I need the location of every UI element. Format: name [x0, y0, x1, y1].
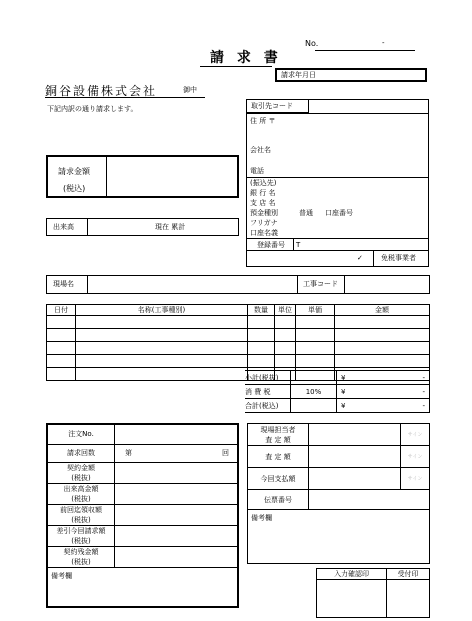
- progress-label: 出来高: [53, 223, 74, 231]
- received-label: 受付印: [387, 569, 430, 580]
- table-row[interactable]: [47, 355, 430, 368]
- table-row[interactable]: [47, 329, 430, 342]
- check-mark-icon: ✓: [357, 254, 363, 262]
- header-unit: 単位: [275, 305, 296, 316]
- site-name-label: 現場名: [53, 280, 74, 288]
- voucher-value[interactable]: [309, 490, 430, 510]
- bank-label: 銀 行 名: [250, 189, 276, 197]
- manager-label-2: 査 定 額: [265, 435, 291, 444]
- order-no-label: 注文No.: [47, 424, 115, 444]
- contract-amount-label: [47, 462, 115, 483]
- issuer-box[interactable]: [246, 99, 429, 267]
- date-label: 請求年月日: [281, 71, 316, 79]
- billing-times-label: 請求回数: [47, 444, 115, 462]
- progress-amount-value[interactable]: [115, 483, 239, 504]
- amount-divider: [106, 157, 107, 196]
- amount-label: 請求金額: [58, 167, 90, 176]
- billing-amount-box[interactable]: [46, 155, 239, 198]
- subtotal-label: 小計(税抜): [245, 371, 291, 385]
- totals-table: [245, 370, 430, 413]
- site-row[interactable]: [46, 275, 430, 294]
- previous-received-value[interactable]: [115, 504, 239, 525]
- yen-sign: ¥: [341, 401, 346, 410]
- tax-label: 消 費 税: [245, 385, 291, 399]
- code-label: 取引先コード: [251, 102, 293, 110]
- remaining-amount-label: [47, 546, 115, 567]
- total-dash: -: [422, 401, 425, 410]
- subtotal-dash: -: [422, 373, 425, 382]
- prog-label-1: 出来高金額: [63, 484, 99, 493]
- payment-value[interactable]: [309, 468, 401, 490]
- contract-amount-value[interactable]: [115, 462, 239, 483]
- manager-label: [248, 424, 309, 446]
- contract-label-2: (税抜): [71, 473, 91, 482]
- assessed-value[interactable]: [309, 446, 401, 468]
- order-remarks[interactable]: [47, 567, 238, 607]
- registration-divider: [293, 238, 294, 250]
- yen-sign: ¥: [341, 387, 346, 396]
- rem-label-2: (税抜): [71, 557, 91, 566]
- items-header-row: [47, 305, 430, 316]
- amount-tax-label: (税込): [63, 184, 86, 193]
- number-label: No.: [305, 39, 319, 48]
- prev-label-2: (税抜): [71, 515, 91, 524]
- stamp-table: [316, 568, 430, 618]
- header-name: 名称(工事種別): [76, 305, 248, 316]
- table-row[interactable]: [47, 316, 430, 329]
- progress-divider: [87, 219, 88, 235]
- previous-received-label: [47, 504, 115, 525]
- input-check-stamp[interactable]: [317, 580, 387, 618]
- payment-label: 今回支払額: [248, 468, 309, 490]
- header-date: 日付: [47, 305, 76, 316]
- account-number-label: 口座番号: [325, 209, 353, 217]
- voucher-label: 伝票番号: [248, 490, 309, 510]
- current-billing-label: [47, 525, 115, 546]
- customer-name: 銅谷設備株式会社: [45, 84, 158, 98]
- holder-label: 口座名義: [250, 229, 278, 237]
- manager-value[interactable]: [309, 424, 401, 446]
- assessment-remarks-label: 備考欄: [251, 514, 272, 522]
- kai-label: 回: [222, 449, 229, 457]
- site-divider-3: [344, 276, 345, 293]
- header-price: 単価: [296, 305, 335, 316]
- site-divider-2: [297, 276, 298, 293]
- registration-line: [247, 250, 428, 251]
- company-label: 会社名: [250, 146, 271, 154]
- assessment-table: [247, 423, 430, 564]
- manager-label-1: 現場担当者: [260, 425, 296, 434]
- total-label: 合計(税込): [245, 399, 291, 413]
- kana-label: フリガナ: [250, 219, 278, 227]
- phone-line: [247, 177, 428, 178]
- holder-line: [247, 238, 428, 239]
- progress-value: 現在 累計: [155, 223, 186, 231]
- tax-dash: -: [422, 387, 425, 396]
- assessment-remarks[interactable]: [248, 510, 430, 564]
- contract-label-1: 契約金額: [67, 463, 95, 472]
- remaining-amount-value[interactable]: [115, 546, 239, 567]
- yen-sign: ¥: [341, 373, 346, 382]
- assessed-label: 査 定 額: [248, 446, 309, 468]
- phone-label: 電話: [250, 167, 264, 175]
- total-value[interactable]: [337, 399, 430, 413]
- code-row-line: [247, 113, 428, 114]
- assessed-stamp[interactable]: サイン: [401, 446, 430, 468]
- customer-underline: [45, 97, 205, 98]
- intro-text: 下記内訳の通り請求します。: [47, 105, 138, 113]
- table-row[interactable]: [47, 342, 430, 355]
- billing-times-value[interactable]: [115, 444, 239, 462]
- address-label: 住 所 〒: [250, 117, 276, 125]
- dai-label: 第: [125, 449, 132, 457]
- progress-amount-label: [47, 483, 115, 504]
- honorific: 御中: [183, 86, 197, 94]
- rem-label-1: 契約残金額: [63, 547, 99, 556]
- exempt-divider: [373, 250, 374, 266]
- transfer-label: (振込先): [250, 179, 277, 187]
- order-no-value[interactable]: [115, 424, 239, 444]
- progress-box[interactable]: [46, 218, 239, 236]
- order-remarks-label: 備考欄: [51, 571, 72, 580]
- received-stamp[interactable]: [387, 580, 430, 618]
- registration-label: 登録番号: [257, 241, 285, 249]
- header-amount: 金額: [335, 305, 430, 316]
- site-divider-1: [87, 276, 88, 293]
- prev-label-1: 前回迄領収額: [60, 505, 102, 514]
- diff-label-1: 差引今回請求額: [56, 526, 106, 535]
- number-line: [315, 50, 415, 51]
- code-label-cell: [247, 100, 309, 113]
- header-qty: 数量: [248, 305, 275, 316]
- account-type-label: 預金種別: [250, 209, 278, 217]
- branch-label: 支 店 名: [250, 199, 276, 207]
- registration-t: T: [296, 241, 301, 249]
- diff-label-2: (税抜): [71, 536, 91, 545]
- tax-rate: 10%: [291, 385, 337, 399]
- subtotal-value[interactable]: [337, 371, 430, 385]
- input-check-label: 入力確認印: [317, 569, 387, 580]
- prog-label-2: (税抜): [71, 494, 91, 503]
- date-box[interactable]: [275, 68, 427, 82]
- current-billing-value[interactable]: [115, 525, 239, 546]
- number-dash: -: [382, 39, 385, 47]
- document-title: 請 求 書: [210, 50, 282, 66]
- title-underline: [200, 66, 272, 67]
- site-code-label: 工事コード: [303, 280, 338, 288]
- tax-exempt-label: 免税事業者: [381, 254, 416, 262]
- manager-stamp[interactable]: サイン: [401, 424, 430, 446]
- account-type-value: 普通: [299, 209, 313, 217]
- payment-stamp[interactable]: サイン: [401, 468, 430, 490]
- tax-value[interactable]: [337, 385, 430, 399]
- order-info-table: [46, 423, 239, 608]
